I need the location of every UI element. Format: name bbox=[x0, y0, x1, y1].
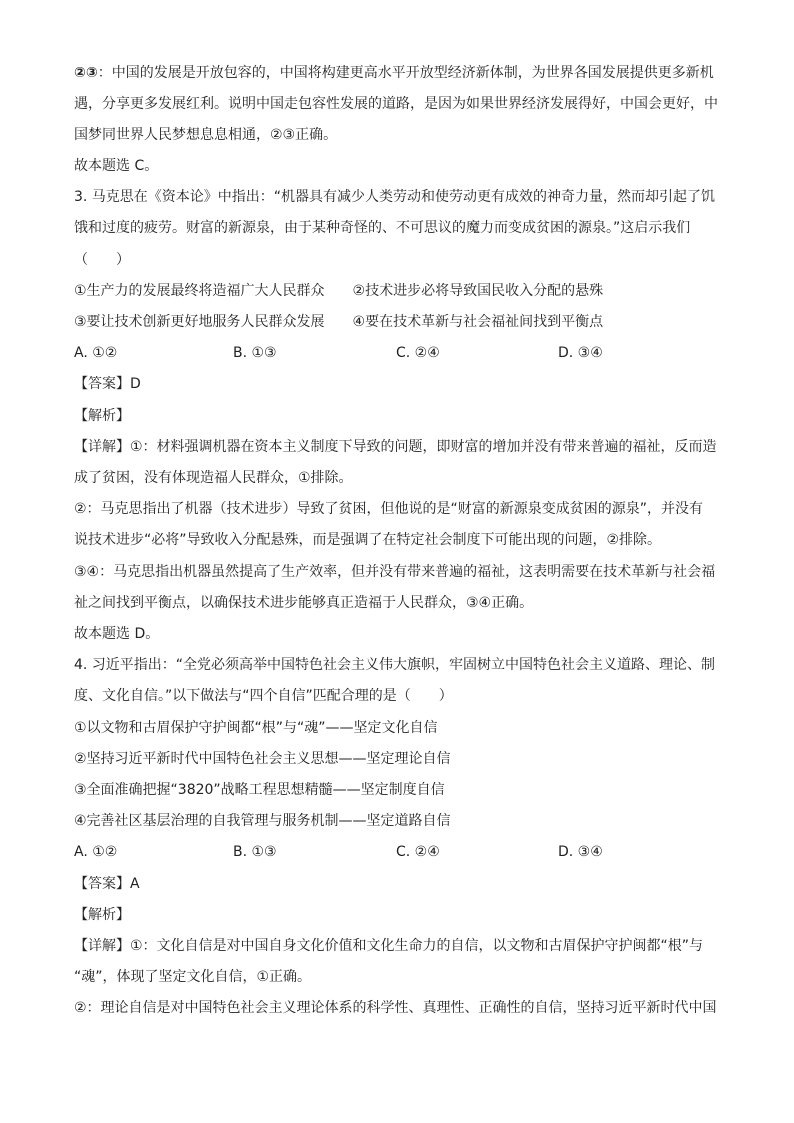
q4-detail-line: ②：理论自信是对中国特色社会主义理论体系的科学性、真理性、正确性的自信，坚持习近平新时代中国 bbox=[74, 1000, 717, 1016]
q3-detail-line: 说技术进步“必将”导致收入分配悬殊，而是强调了在特定社会制度下可能出现的问题，②排除。 bbox=[74, 532, 662, 548]
question-4-stem-line: 4. 习近平指出：“全党必须高举中国特色社会主义伟大旗帜，牢固树立中国特色社会主义道路、理论、制 bbox=[74, 657, 716, 673]
q3-detail-line: 【详解】①：材料强调机器在资本主义制度下导致的问题，即财富的增加并没有带来普遍的福祉，反而造 bbox=[74, 439, 717, 455]
question-4-stem-line: 度、文化自信。”以下做法与“四个自信”匹配合理的是（ ） bbox=[74, 688, 453, 704]
q3-option-b: B. ①③ bbox=[233, 345, 277, 361]
q3-option-c: C. ②④ bbox=[396, 345, 440, 361]
q4-detail-line: “魂”，体现了坚定文化自信，①正确。 bbox=[74, 969, 312, 985]
q3-option-a: A. ①② bbox=[74, 345, 118, 361]
question-3-statements: ③要让技术创新更好地服务人民群众发展 ④要在技术革新与社会福祉间找到平衡点 bbox=[74, 314, 604, 330]
q3-option-d: D. ③④ bbox=[558, 345, 603, 361]
q4-detail-line: 【详解】①：文化自信是对中国自身文化价值和文化生命力的自信，以文物和古眉保护守护闽都“根”与 bbox=[74, 938, 704, 954]
q3-answer: 【答案】D bbox=[74, 376, 141, 392]
question-4-statement: ④完善社区基层治理的自我管理与服务机制——坚定道路自信 bbox=[74, 813, 451, 829]
text-line: 遇，分享更多发展红利。说明中国走包容性发展的道路，是因为如果世界经济发展得好，中国会更好，中 bbox=[74, 96, 718, 112]
q4-answer: 【答案】A bbox=[74, 876, 140, 892]
q3-analysis-label: 【解析】 bbox=[74, 408, 130, 424]
conclusion-line: 故本题选 C。 bbox=[74, 158, 159, 174]
q3-detail-line: ②：马克思指出了机器（技术进步）导致了贫困，但他说的是“财富的新源泉变成贫困的源泉”，并没有 bbox=[74, 501, 704, 517]
question-3-statements: ①生产力的发展最终将造福广大人民群众 ②技术进步必将导致国民收入分配的悬殊 bbox=[74, 283, 604, 299]
question-3-stem-line: 3. 马克思在《资本论》中指出：“机器具有减少人类劳动和使劳动更有成效的神奇力量，然而却引起了饥 bbox=[74, 189, 716, 205]
q4-option-a: A. ①② bbox=[74, 844, 118, 860]
question-3-stem-line: 饿和过度的疲劳。财富的新源泉，由于某种奇怪的、不可思议的魔力而变成贫困的源泉。”这启示我们 bbox=[74, 220, 691, 236]
question-3-blank: （ ） bbox=[74, 252, 130, 268]
question-4-statement: ①以文物和古眉保护守护闽都“根”与“魂”——坚定文化自信 bbox=[74, 720, 438, 736]
q4-analysis-label: 【解析】 bbox=[74, 907, 130, 923]
question-4-statement: ②坚持习近平新时代中国特色社会主义思想——坚定理论自信 bbox=[74, 751, 451, 767]
option-marker: ②③ bbox=[74, 65, 98, 81]
text-line: ②③：中国的发展是开放包容的，中国将构建更高水平开放型经济新体制，为世界各国发展提供更多新机 bbox=[74, 65, 714, 81]
question-4-statement: ③全面准确把握“3820”战略工程思想精髓——坚定制度自信 bbox=[74, 782, 445, 798]
q3-detail-line: 祉之间找到平衡点，以确保技术进步能够真正造福于人民群众，③④正确。 bbox=[74, 595, 534, 611]
q3-detail-line: 成了贫困，没有体现造福人民群众，①排除。 bbox=[74, 470, 353, 486]
q3-conclusion: 故本题选 D。 bbox=[74, 626, 160, 642]
q3-detail-line: ③④：马克思指出机器虽然提高了生产效率，但并没有带来普遍的福祉，这表明需要在技术革新与社会福 bbox=[74, 564, 716, 580]
q4-option-c: C. ②④ bbox=[396, 844, 440, 860]
text-line: 国梦同世界人民梦想息息相通，②③正确。 bbox=[74, 127, 338, 143]
q4-option-b: B. ①③ bbox=[233, 844, 277, 860]
q4-option-d: D. ③④ bbox=[558, 844, 603, 860]
